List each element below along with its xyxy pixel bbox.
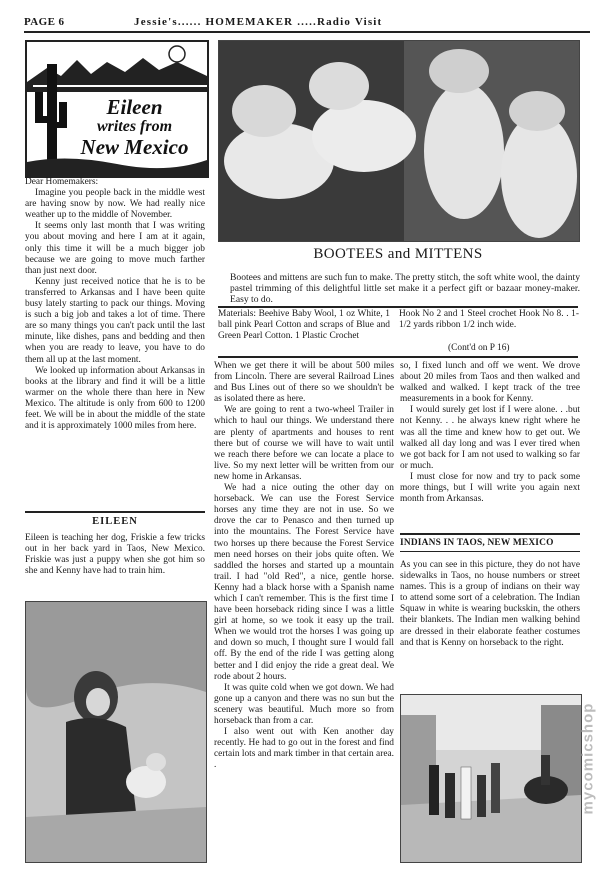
watermark (578, 660, 598, 860)
bootees-intro: Bootees and mittens are such fun to make. The pretty stitch, the soft white wool, the dainty pastel trimming of this delightful little set make it a perfect gift or bazaar money-maker. Easy to do. (230, 272, 580, 306)
right-column (400, 361, 580, 505)
eileen-photo (25, 601, 207, 863)
eileen-title-art (25, 40, 209, 178)
bootees-materials-right: Hook No 2 and 1 Steel crochet Hook No 8. . 1-1/2 yards ribbon 1/2 inch wide. (399, 309, 579, 331)
left-column (25, 177, 205, 432)
watermark-text: mycomicshop (579, 702, 597, 815)
page-number: PAGE 6 (24, 16, 65, 28)
paragraph: Imagine you people back in the middle west are having snow by now. We had really nice weather up to the middle of November. (25, 188, 205, 221)
paragraph: so, I fixed lunch and off we went. We drove about 20 miles from Taos and then walked and walked and walked. I kept track of the tree measurements in a book for Kenny. (400, 361, 580, 405)
paragraph: I would surely get lost if I were alone. . .but not Kenny. . . he always knew right where he was all the time and knew how to get out. We walked all day long and was I ever tired when we got back for I am not used to walking so far or much. (400, 405, 580, 471)
bootees-photo (218, 40, 580, 242)
paragraph: I must close for now and try to pack some more things, but I will write you again next month from Arkansas. (400, 471, 580, 505)
title-line-3: New Mexico (80, 135, 189, 159)
indians-taos-image (401, 695, 581, 862)
eileen-photo-caption: Eileen is teaching her dog, Friskie a few tricks out in her back yard in Taos, New Mexico. Friskie was just a puppy when she got him so she and Kenny have had to train him. (25, 533, 205, 577)
bootees-materials-rule (218, 356, 578, 358)
title-line-1: Eileen (106, 95, 163, 119)
eileen-photo-heading: EILEEN (92, 516, 138, 527)
masthead: Jessie's...... HOMEMAKER .....Radio Visit (134, 16, 383, 28)
header-rule (24, 31, 590, 33)
paragraph: We are going to rent a two-wheel Trailer in which to haul our things. We understand there are plenty of apartments and houses to rent there but of course we will have to wait until we reach there before we can locate a place to live. So my next letter will be written from our new home in Arkansas. (214, 405, 394, 482)
indians-caption: As you can see in this picture, they do not have sidewalks in Taos, no house numbers or street names. This is a group of indians on their way to attend some sort of a celebration. The Indian Squaw in white is wearing buckskin, the others their blankets. The Indian men walking behind are dressed in their elaborate feather costumes and that is Kenny on horseback to the right. (400, 560, 580, 648)
page-header (24, 14, 590, 32)
paragraph: It was quite cold when we got down. We had gone up a canyon and there was no sun but the scenery was beautiful. Much more so from horseback than from a car. (214, 682, 394, 726)
eileen-title (67, 96, 202, 158)
indians-photo (400, 694, 582, 863)
bootees-rule (218, 306, 578, 308)
bootees-heading: BOOTEES and MITTENS (313, 246, 483, 262)
indians-rule-bottom (400, 551, 580, 552)
eileen-dog-image (26, 602, 206, 862)
middle-column (214, 361, 394, 771)
bootees-image (219, 41, 579, 241)
paragraph: We looked up information about Arkansas in books at the library and find it will be a little warmer on the whole there than here in New Mexico. The altitude is only from 600 to 1200 feet. We will be in about the middle of the state and it is approximately 1000 miles from here. (25, 365, 205, 432)
bootees-materials-left: Materials: Beehive Baby Wool, 1 oz White, 1 ball pink Pearl Cotton and scraps of Blue and Green Pearl Cotton. 1 Plastic Crochet (218, 309, 390, 342)
paragraph: When we get there it will be about 500 miles from Lincoln. There are several Railroad Lines and Bus Lines out of there so we shouldn't be as isolated there as here. (214, 361, 394, 405)
paragraph: Kenny just received notice that he is to be transferred to Arkansas and I have been quite busy lately starting to pack our things. Moving is such a big job and takes a lot of time. There are so many things you can't pack until the last minute, like dishes, pans and bedding and then when you are ready to leave, you have to do them all up at the last moment. (25, 276, 205, 365)
title-line-2: writes from (96, 118, 173, 135)
paragraph: We had a nice outing the other day on horseback. We can use the Forest Service horses any time they are not in use. So we drove the car to Penasco and then turned up into the mountains. The Forest Service have two horses up there because the Forest Service men need horses on their jobs quite often. We saddled the horses and started up a mountain trail. I had "old Red", a nice, gentle horse. Kenny had a black horse with a Spanish name which I can't remember. This is the first time I have been horseback riding since I was a little girl at home, so we took it easy up the trail. When we would trot the horses I was going up and down so much, I thought sure I would fall off. By the end of the ride I was getting along better and I did enjoy the ride a great deal. We rode about 2 hours. (214, 483, 394, 682)
indians-rule-top (400, 533, 580, 535)
eileen-rule-top (25, 511, 205, 513)
paragraph: It seems only last month that I was writing you about moving and here I am at it again, only this time it will be a much bigger job because we are going to move much farther than just next door. (25, 221, 205, 276)
greeting: Dear Homemakers: (25, 177, 99, 187)
paragraph: I also went out with Ken another day recently. He had to go out in the forest and find certain lots and mark timber in that certain area. . (214, 727, 394, 771)
bootees-continued: (Cont'd on P 16) (448, 343, 510, 353)
indians-heading: INDIANS IN TAOS, NEW MEXICO (400, 538, 554, 548)
